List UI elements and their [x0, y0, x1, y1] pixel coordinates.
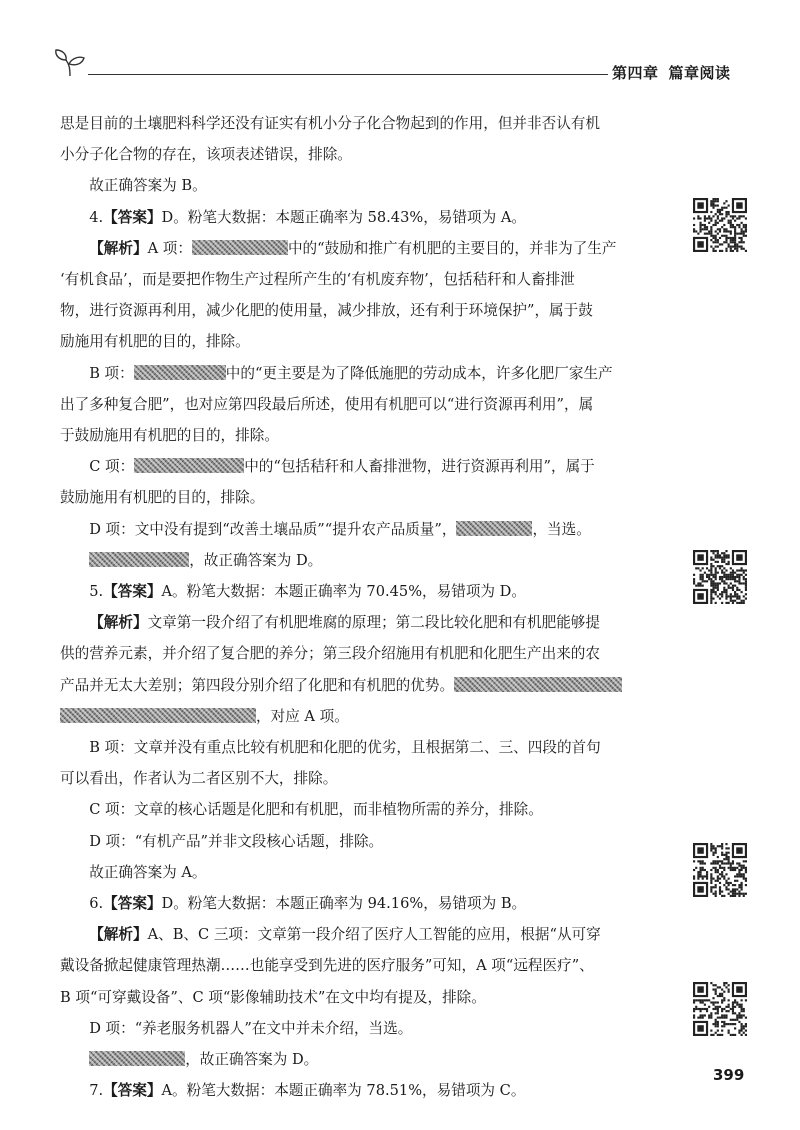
sprout-icon	[52, 48, 88, 78]
chapter-title: 篇章阅读	[668, 64, 731, 82]
body-text	[60, 108, 675, 1107]
analysis-q4-e: ，故正确答案为 D。	[60, 545, 675, 576]
answer-tag: 【答案】	[103, 895, 162, 913]
page-header	[0, 0, 800, 100]
analysis-tag: 【解析】	[89, 614, 148, 632]
chapter-number: 第四章	[612, 64, 659, 82]
answer-line-q5: 5.【答案】A。粉笔大数据：本题正确率为 70.45%，易错项为 D。	[89, 583, 526, 601]
answer-tag: 【答案】	[103, 208, 162, 226]
page-number: 399	[713, 1066, 745, 1084]
paragraph: 思是目前的土壤肥料科学还没有证实有机小分子化合物起到的作用，但并非否认有机 小分子化合物的存在，该项表述错误，排除。	[60, 115, 600, 164]
answer-line-q6: 6.【答案】D。粉笔大数据：本题正确率为 94.16%，易错项为 B。	[89, 895, 527, 913]
analysis-q5-b: B 项：文章并没有重点比较有机肥和化肥的优劣，且根据第二、三、四段的首句 可以看出，作者认为二者区别不大，排除。	[60, 739, 601, 788]
chapter-heading	[612, 62, 731, 83]
analysis-q5-c: C 项：文章的核心话题是化肥和有机肥，而非植物所需的养分，排除。	[89, 801, 543, 819]
analysis-q4-b: B 项： 中的“更主要是为了降低施肥的劳动成本，许多化肥厂家生产 出了多种复合肥”，也对应第四段最后所述，使用有机肥可以“进行资源再利用”，属 于鼓励施用有机肥的目的，排除。	[60, 364, 613, 445]
analysis-q5-d: D 项：“有机产品”并非文段核心话题，排除。	[89, 832, 384, 850]
analysis-q4-a: 【解析】A 项： 中的“鼓励和推广有机肥的主要目的，并非为了生产 ‘有机食品’，而是要把作物生产过程所产生的‘有机废弃物’，包括秸秆和人畜排泄 物，进行资源再利用，减少化肥的使用量，减少排放，还有利于环境保护”，属于鼓 励施用有机肥的目的，排除。	[60, 239, 617, 351]
analysis-q6-d: D 项：“养老服务机器人”在文中并未介绍，当选。	[89, 1019, 413, 1037]
answer-tag: 【答案】	[103, 583, 162, 601]
redacted-text	[456, 521, 532, 536]
analysis-q6-e: ，故正确答案为 D。	[60, 1044, 675, 1075]
answer-line-q7: 7.【答案】A。粉笔大数据：本题正确率为 78.51%，易错项为 C。	[89, 1082, 526, 1100]
answer-tag: 【答案】	[103, 1082, 162, 1100]
paragraph: 故正确答案为 B。	[89, 177, 207, 195]
redacted-text	[134, 365, 226, 380]
qr-code-icon[interactable]	[693, 843, 747, 897]
header-rule	[88, 74, 608, 75]
redacted-text	[134, 458, 244, 473]
redacted-text	[89, 552, 189, 567]
redacted-text	[192, 240, 288, 255]
qr-code-icon[interactable]	[693, 982, 747, 1036]
analysis-q6: 【解析】A、B、C 三项：文章第一段介绍了医疗人工智能的应用，根据“从可穿 戴设备掀起健康管理热潮……也能享受到先进的医疗服务”可知，A 项“远程医疗”、 B 项“可穿戴设备”、C 项“影像辅助技术”在文中均有提及，排除。	[60, 926, 601, 1006]
analysis-q4-c: C 项： 中的“包括秸秆和人畜排泄物，进行资源再利用”，属于 鼓励施用有机肥的目的，排除。	[60, 458, 595, 507]
redacted-text	[89, 1051, 185, 1066]
qr-code-icon[interactable]	[693, 198, 747, 252]
qr-code-icon[interactable]	[693, 550, 747, 604]
analysis-q4-d: D 项：文中没有提到“改善土壤品质”“提升农产品质量”， ，当选。	[89, 520, 591, 538]
analysis-q5: 【解析】文章第一段介绍了有机肥堆腐的原理；第二段比较化肥和有机肥能够提 供的营养元素，并介绍了复合肥的养分；第三段介绍施用有机肥和化肥生产出来的农 产品并无太大差别；第四段分别介绍了化肥和有机肥的优势。 ，对应 A 项。	[60, 607, 675, 732]
analysis-tag: 【解析】	[89, 239, 148, 257]
redacted-text	[454, 677, 622, 692]
redacted-text	[60, 708, 256, 723]
analysis-tag: 【解析】	[89, 926, 148, 944]
analysis-q5-e: 故正确答案为 A。	[89, 863, 207, 881]
answer-line-q4: 4.【答案】D。粉笔大数据：本题正确率为 58.43%，易错项为 A。	[89, 208, 526, 226]
